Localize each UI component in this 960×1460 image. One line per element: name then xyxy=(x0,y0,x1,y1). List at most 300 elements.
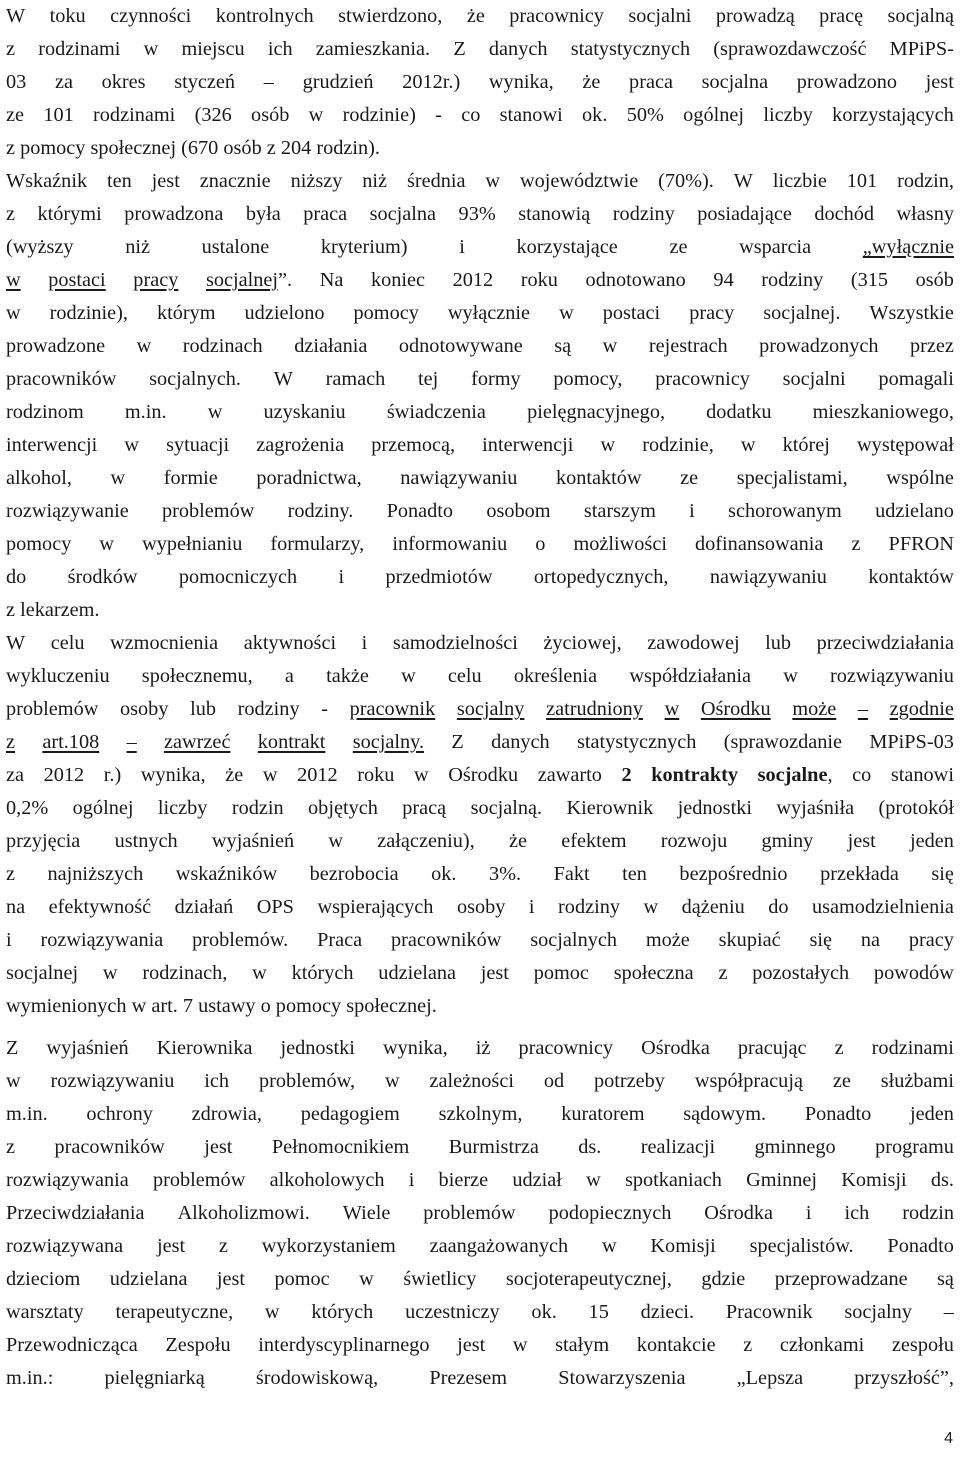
text-run: sądowym. xyxy=(683,1103,767,1125)
text-run: ok. xyxy=(531,1301,557,1323)
text-run: Ponadto xyxy=(386,500,454,522)
word xyxy=(457,891,505,924)
word xyxy=(763,99,813,132)
word xyxy=(262,1230,396,1263)
text-run: ochrony xyxy=(86,1103,153,1125)
word xyxy=(448,297,530,330)
text-run: okres xyxy=(101,71,146,93)
word xyxy=(841,1164,906,1197)
text-run: 101 xyxy=(846,170,878,192)
word xyxy=(6,363,116,396)
text-run: ze xyxy=(680,467,699,489)
word xyxy=(558,1362,685,1395)
text-run: z xyxy=(834,1037,844,1059)
text-run: niż xyxy=(362,170,388,192)
text-run: 0,2% xyxy=(6,797,49,819)
text-run: pracy xyxy=(133,269,179,291)
word xyxy=(238,693,300,726)
text-run: lub xyxy=(190,698,217,720)
text-run: pracowników xyxy=(54,1136,165,1158)
text-run: jest xyxy=(925,71,954,93)
word xyxy=(763,297,840,330)
word xyxy=(586,264,686,297)
text-run: dążeniu xyxy=(681,896,745,918)
text-run: członkami xyxy=(779,1334,865,1356)
word xyxy=(471,363,521,396)
word xyxy=(695,528,823,561)
text-run: w xyxy=(207,401,223,423)
text-run: których xyxy=(311,1301,374,1323)
text-run: co xyxy=(852,764,872,786)
text-run: praca xyxy=(629,71,673,93)
word xyxy=(897,165,954,198)
text-run: problemów xyxy=(152,1169,246,1191)
word xyxy=(734,165,753,198)
word xyxy=(176,858,277,891)
text-run: wykorzystaniem xyxy=(261,1235,396,1257)
word xyxy=(682,891,745,924)
word xyxy=(320,264,344,297)
text-run: wsparcia xyxy=(739,236,812,258)
word xyxy=(281,1032,355,1065)
text-run: problemów, xyxy=(258,1070,356,1092)
text-run: rodziny xyxy=(761,269,824,291)
text-run: wymienionych w art. 7 ustawy o pomocy społecznej. xyxy=(6,995,437,1017)
word xyxy=(534,561,669,594)
text-run: z xyxy=(6,203,16,225)
word xyxy=(819,0,863,33)
word xyxy=(418,363,438,396)
text-run: liczbie xyxy=(772,170,827,192)
text-run: że xyxy=(466,5,485,27)
word xyxy=(679,858,787,891)
word xyxy=(641,1296,695,1329)
word xyxy=(509,825,527,858)
word xyxy=(387,495,453,528)
text-run: nawiązywaniu xyxy=(400,467,518,489)
text-run: osób xyxy=(915,269,954,291)
word xyxy=(317,891,433,924)
word xyxy=(6,1131,15,1164)
text-line xyxy=(6,0,954,33)
text-run: problemów xyxy=(6,698,99,720)
word xyxy=(577,726,696,759)
text-run: Ośrodka xyxy=(704,1202,773,1224)
word xyxy=(759,330,878,363)
word xyxy=(217,1263,245,1296)
text-line xyxy=(6,891,954,924)
word xyxy=(647,627,739,660)
word xyxy=(399,330,523,363)
word xyxy=(534,957,589,990)
text-run: socjalny xyxy=(456,698,525,720)
text-run: rodzin, xyxy=(897,170,954,192)
word xyxy=(105,1362,205,1395)
word xyxy=(892,1329,954,1362)
text-run: jednostki xyxy=(677,797,752,819)
text-run: interwencji xyxy=(482,434,574,456)
text-run: udzielana xyxy=(109,1268,188,1290)
text-run: dochód xyxy=(814,203,875,225)
word xyxy=(317,924,362,957)
word xyxy=(246,198,281,231)
word xyxy=(491,726,550,759)
text-run: „wyłącznie xyxy=(862,236,954,258)
text-run: zgodnie xyxy=(889,698,954,720)
text-run: o xyxy=(535,533,546,555)
text-line xyxy=(6,99,954,132)
text-run: z xyxy=(718,962,728,984)
word xyxy=(338,0,442,33)
text-run: socjalnej xyxy=(205,269,279,291)
text-run: ten xyxy=(107,170,132,192)
word xyxy=(776,792,854,825)
word xyxy=(875,495,954,528)
word xyxy=(651,759,738,792)
word xyxy=(768,891,788,924)
text-run: prowadzą xyxy=(715,5,795,27)
text-run: stanowią xyxy=(518,203,591,225)
text-run: kontaktów xyxy=(868,566,954,588)
word xyxy=(743,1329,752,1362)
word xyxy=(245,297,325,330)
text-run: którym xyxy=(156,302,216,324)
text-run: osobom xyxy=(486,500,551,522)
text-run: z xyxy=(6,38,16,60)
word xyxy=(256,1362,378,1395)
text-run: gminnego xyxy=(754,1136,836,1158)
text-run: gdzie xyxy=(701,1268,746,1290)
text-run: problemów xyxy=(423,1202,516,1224)
word xyxy=(741,429,756,462)
text-run: działań xyxy=(174,896,234,918)
text-run: świadczenia xyxy=(386,401,486,423)
word xyxy=(944,1296,954,1329)
text-run: kuratorem xyxy=(561,1103,645,1125)
word xyxy=(792,693,836,726)
word xyxy=(430,1065,514,1098)
text-run: – xyxy=(126,731,137,753)
text-run: pielęgniarką xyxy=(104,1367,205,1389)
text-run: i xyxy=(689,500,695,522)
word xyxy=(212,825,294,858)
text-run: pomagali xyxy=(878,368,954,390)
word xyxy=(6,1197,145,1230)
word xyxy=(50,0,86,33)
word xyxy=(265,1296,280,1329)
text-run: wyjaśnień xyxy=(46,1037,129,1059)
text-run: liczby xyxy=(763,104,813,126)
text-run: Ośrodka xyxy=(641,1037,710,1059)
text-line xyxy=(6,1362,954,1395)
text-line xyxy=(6,132,954,165)
word xyxy=(6,330,105,363)
text-run: jest xyxy=(457,1334,486,1356)
text-run: wyjaśnień xyxy=(211,830,295,852)
word xyxy=(6,1230,123,1263)
text-run: ds. xyxy=(578,1136,602,1158)
word xyxy=(482,429,573,462)
word xyxy=(204,1065,229,1098)
word xyxy=(439,1164,489,1197)
text-run: ich xyxy=(267,38,293,60)
text-run: pracę xyxy=(819,5,864,27)
word xyxy=(448,759,518,792)
text-run: objętych xyxy=(308,797,378,819)
text-run: przyjęcia xyxy=(6,830,81,852)
text-run: osoby xyxy=(120,698,169,720)
text-run: Gminnej xyxy=(746,1169,818,1191)
text-run: dzieci. xyxy=(640,1301,695,1323)
text-run: Zespołu xyxy=(165,1334,231,1356)
word xyxy=(848,825,876,858)
text-run: się xyxy=(931,863,954,885)
text-run: styczeń xyxy=(174,71,236,93)
text-line xyxy=(6,528,954,561)
text-run: efektywność xyxy=(48,896,152,918)
word xyxy=(142,957,227,990)
text-run: prowadzono xyxy=(796,71,897,93)
word xyxy=(471,792,543,825)
text-line xyxy=(6,693,954,726)
text-run: liczby xyxy=(157,797,208,819)
text-run: i xyxy=(338,566,345,588)
word xyxy=(6,561,26,594)
word xyxy=(697,198,792,231)
text-run: i xyxy=(528,896,535,918)
text-run: sytuacji xyxy=(166,434,230,456)
word xyxy=(614,957,694,990)
word xyxy=(73,792,134,825)
text-run: 93% xyxy=(458,203,496,225)
word xyxy=(157,1230,185,1263)
text-run: socjalną. xyxy=(470,797,543,819)
word xyxy=(538,759,602,792)
text-run: rodziny xyxy=(237,698,300,720)
text-run: 50% xyxy=(626,104,664,126)
word xyxy=(489,858,521,891)
word xyxy=(6,198,15,231)
text-run: interdyscyplinarnego xyxy=(258,1334,430,1356)
word xyxy=(263,759,278,792)
word xyxy=(467,0,485,33)
text-run: kontrakty xyxy=(651,764,738,786)
text-run: służbami xyxy=(880,1070,954,1092)
word xyxy=(658,165,714,198)
word xyxy=(701,1263,745,1296)
text-run: pomocy, xyxy=(553,368,623,390)
word xyxy=(127,726,137,759)
text-run: w xyxy=(783,665,798,687)
text-run: (326 xyxy=(194,104,232,126)
text-run: pomocniczych xyxy=(178,566,298,588)
text-run: jest xyxy=(216,1268,246,1290)
text-run: w xyxy=(136,335,152,357)
text-run: w xyxy=(99,533,115,555)
word xyxy=(6,924,12,957)
word xyxy=(6,33,15,66)
text-run: Ośrodku xyxy=(448,764,519,786)
word xyxy=(142,660,253,693)
word xyxy=(6,1329,138,1362)
word xyxy=(661,825,727,858)
word xyxy=(780,1329,864,1362)
word xyxy=(485,165,500,198)
text-run: Przeciwdziałania xyxy=(6,1202,145,1224)
word xyxy=(689,495,695,528)
word xyxy=(773,165,827,198)
text-line xyxy=(6,924,954,957)
word xyxy=(509,0,604,33)
text-run: PFRON xyxy=(888,533,954,555)
text-run: socjalną xyxy=(887,5,954,27)
text-run: rozwiązywana xyxy=(6,1235,124,1257)
text-run: których xyxy=(291,962,354,984)
text-run: udzielano xyxy=(875,500,954,522)
text-run: (wyższy xyxy=(6,236,74,258)
word xyxy=(308,792,378,825)
text-run: w xyxy=(586,1169,601,1191)
word xyxy=(208,396,223,429)
word xyxy=(6,396,84,429)
word xyxy=(621,759,631,792)
word xyxy=(371,429,455,462)
word xyxy=(357,759,394,792)
text-run: Kierownik xyxy=(566,797,654,819)
text-run: , xyxy=(827,764,833,786)
word xyxy=(225,759,243,792)
text-run: formie xyxy=(163,467,218,489)
word xyxy=(316,33,430,66)
word xyxy=(370,198,436,231)
text-run: ramach xyxy=(325,368,386,390)
word xyxy=(6,429,97,462)
text-run: (315 xyxy=(850,269,889,291)
text-run: grudzień xyxy=(302,71,374,93)
text-run: z pomocy społecznej (670 osób z 204 rodzin). xyxy=(6,137,380,159)
word xyxy=(863,231,954,264)
text-run: własny xyxy=(896,203,954,225)
word xyxy=(49,891,152,924)
word xyxy=(354,297,419,330)
word xyxy=(303,198,347,231)
word xyxy=(578,1131,601,1164)
word xyxy=(586,1164,601,1197)
text-line xyxy=(6,957,954,990)
text-run: życiowej, xyxy=(543,632,622,654)
text-run: usamodzielnienia xyxy=(812,896,954,918)
word xyxy=(847,165,877,198)
word xyxy=(38,198,102,231)
text-run: rodziny. xyxy=(287,500,354,522)
text-run: rozwiązywania xyxy=(6,1169,129,1191)
text-run: roku xyxy=(357,764,395,786)
text-run: może xyxy=(792,698,837,720)
word xyxy=(102,66,146,99)
word xyxy=(750,1230,854,1263)
text-run: od xyxy=(543,1070,565,1092)
text-run: przeprowadzane xyxy=(774,1268,908,1290)
word xyxy=(149,363,241,396)
text-run: są xyxy=(937,1268,954,1290)
text-run: Przewodnicząca xyxy=(6,1334,138,1356)
text-run: rodzinami xyxy=(93,104,176,126)
word xyxy=(852,759,871,792)
text-run: ich xyxy=(204,1070,230,1092)
text-run: 2012 xyxy=(297,764,338,786)
text-run: rozwoju xyxy=(660,830,728,852)
word xyxy=(407,165,466,198)
text-run: Pracownik xyxy=(725,1301,813,1323)
text-run: że xyxy=(508,830,527,852)
text-run: prowadzona xyxy=(124,203,224,225)
text-run: Na xyxy=(319,269,344,291)
word xyxy=(889,528,954,561)
text-run: (sprawozdawczość xyxy=(713,38,867,60)
text-run: wynika, xyxy=(488,71,554,93)
text-run: alkohol, xyxy=(6,467,72,489)
text-run: której xyxy=(782,434,830,456)
text-run: lub xyxy=(765,632,792,654)
word xyxy=(558,891,620,924)
word xyxy=(41,924,164,957)
text-run: aktywności xyxy=(243,632,337,654)
text-run: 2012r.) xyxy=(402,71,461,93)
word xyxy=(937,1263,954,1296)
word xyxy=(553,363,622,396)
text-run: bierze xyxy=(438,1169,489,1191)
word xyxy=(805,1098,871,1131)
text-run: jest xyxy=(151,170,180,192)
word xyxy=(890,33,954,66)
text-run: z xyxy=(6,863,16,885)
word xyxy=(602,1230,617,1263)
word xyxy=(854,1362,954,1395)
word xyxy=(520,165,638,198)
word xyxy=(448,660,482,693)
text-run: i xyxy=(6,929,12,951)
word xyxy=(530,924,617,957)
text-run: Ponadto xyxy=(887,1235,954,1257)
word xyxy=(858,693,868,726)
word xyxy=(294,330,367,363)
word xyxy=(710,561,827,594)
word xyxy=(48,858,144,891)
text-run: do xyxy=(6,566,27,588)
text-run: 101 xyxy=(43,104,74,126)
text-run: prowadzone xyxy=(6,335,106,357)
word xyxy=(689,297,734,330)
word xyxy=(625,1164,722,1197)
word xyxy=(321,231,408,264)
word xyxy=(603,330,618,363)
word xyxy=(573,528,667,561)
text-run: zamieszkania. xyxy=(315,38,431,60)
word xyxy=(775,1263,908,1296)
word xyxy=(68,561,138,594)
text-run: skupiać xyxy=(718,929,781,951)
text-run: ok. xyxy=(582,104,608,126)
word xyxy=(6,462,72,495)
word xyxy=(910,825,954,858)
word xyxy=(385,1065,400,1098)
text-run: Pełnomocnikiem xyxy=(271,1136,410,1158)
text-run: gminy xyxy=(761,830,814,852)
text-run: postaci xyxy=(48,269,106,291)
text-run: Wiele xyxy=(342,1202,391,1224)
word xyxy=(288,495,354,528)
text-run: pomoc xyxy=(274,1268,330,1290)
